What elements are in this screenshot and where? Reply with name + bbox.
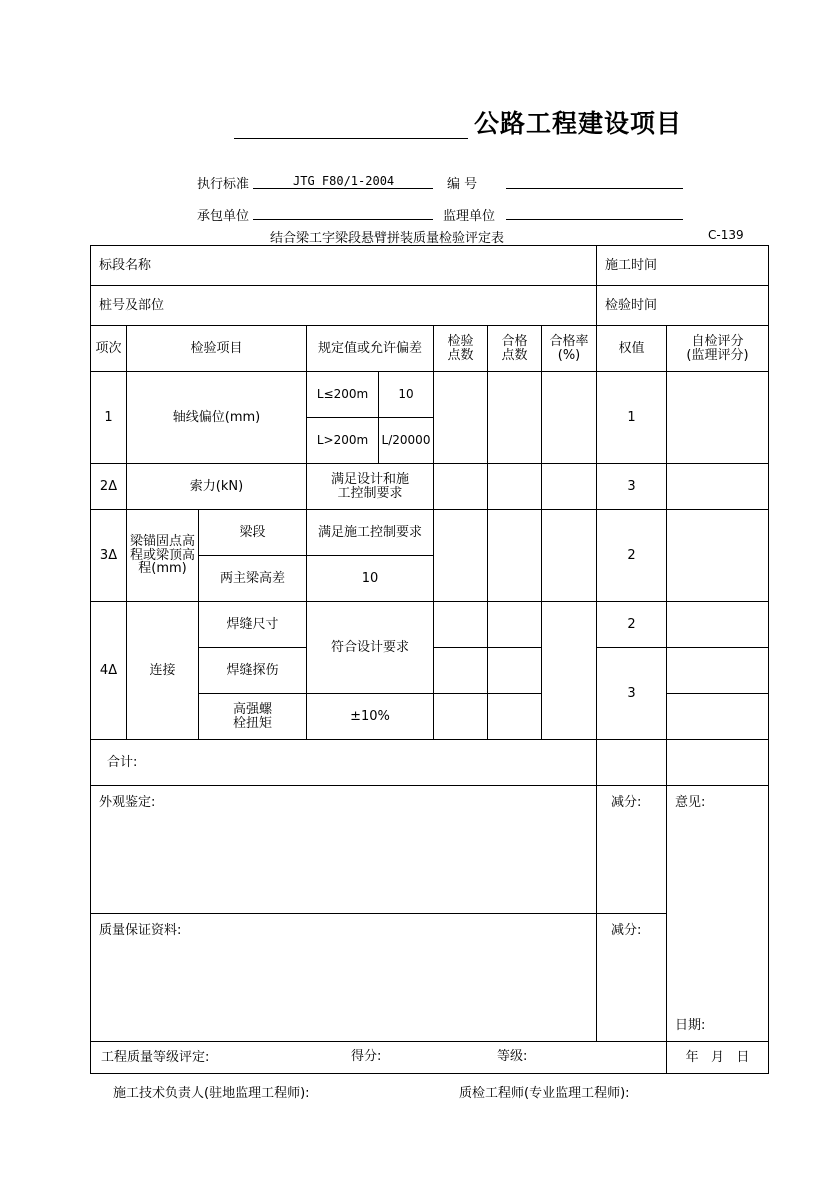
- row4-rate[interactable]: [542, 602, 597, 740]
- table-row: [91, 464, 769, 510]
- row1-score[interactable]: [667, 372, 769, 464]
- row4a-score[interactable]: [667, 602, 769, 648]
- col-checked-points-2: 点数: [447, 347, 474, 363]
- row2-spec-2: 工控制要求: [337, 485, 403, 501]
- section-row: [91, 246, 769, 286]
- col-pass-rate-1: 合格率: [549, 333, 589, 349]
- row3-item: [127, 510, 199, 602]
- row4b-passed[interactable]: [488, 648, 542, 694]
- row2-item: 索力(kN): [127, 464, 307, 510]
- contractor-label: 承包单位: [197, 209, 250, 224]
- grade-label: 工程质量等级评定:: [101, 1049, 210, 1065]
- form-code: C-139: [708, 228, 744, 242]
- contractor-field[interactable]: [253, 219, 433, 220]
- row4bc-weight: 3: [597, 648, 667, 740]
- number-label: 编 号: [447, 177, 478, 192]
- title-blank-line: [234, 138, 468, 139]
- row1-item: 轴线偏位(mm): [127, 372, 307, 464]
- row3-weight: 2: [597, 510, 667, 602]
- col-passed-points-2: 点数: [501, 347, 528, 363]
- quality-docs-deduct-label: 减分:: [611, 923, 642, 938]
- supervisor-field[interactable]: [506, 219, 683, 220]
- row4-sub-c-1: 高强螺: [232, 701, 272, 717]
- construction-time-label: 施工时间: [605, 257, 658, 273]
- row2-checked[interactable]: [434, 464, 488, 510]
- col-self-score-1: 自检评分: [691, 333, 744, 349]
- total-cell[interactable]: [91, 740, 597, 786]
- row1-cond-a: L≤200m: [307, 372, 379, 418]
- row3-key-mark: Δ: [108, 547, 118, 563]
- row1-cond-b: L>200m: [307, 418, 379, 464]
- row1-checked[interactable]: [434, 372, 488, 464]
- row4c-score[interactable]: [667, 694, 769, 740]
- quality-docs-label: 质量保证资料:: [99, 923, 182, 938]
- total-label: 合计:: [107, 754, 138, 770]
- row2-key-mark: Δ: [108, 478, 118, 494]
- row4-spec-c: ±10%: [307, 694, 434, 740]
- table-row: [91, 510, 769, 556]
- row2-no: [91, 464, 127, 510]
- row3-checked[interactable]: [434, 510, 488, 602]
- col-item-no: 项次: [91, 326, 127, 372]
- col-item: 检验项目: [127, 326, 307, 372]
- quality-docs-deduct-cell[interactable]: [597, 914, 667, 1042]
- row4-key-mark: Δ: [108, 662, 118, 678]
- row3-no: [91, 510, 127, 602]
- station-cell[interactable]: [91, 286, 597, 326]
- row3-passed[interactable]: [488, 510, 542, 602]
- row3-item-1: 梁锚固点高: [129, 534, 195, 550]
- quality-docs-cell[interactable]: [91, 914, 597, 1042]
- row4a-weight: 2: [597, 602, 667, 648]
- quality-signature-label: 质检工程师(专业监理工程师):: [459, 1086, 630, 1101]
- col-pass-rate: [542, 326, 597, 372]
- table-row: [91, 602, 769, 648]
- row4-spec-ab: 符合设计要求: [307, 602, 434, 694]
- supervisor-label: 监理单位: [443, 209, 496, 224]
- section-name-cell[interactable]: [91, 246, 597, 286]
- row4-no: [91, 602, 127, 740]
- row1-passed[interactable]: [488, 372, 542, 464]
- total-weight[interactable]: [597, 740, 667, 786]
- section-name-label: 标段名称: [99, 257, 152, 273]
- grade-date: 年 月 日: [685, 1049, 750, 1065]
- row4-no-number: 4: [99, 662, 109, 678]
- score-label: 得分:: [351, 1049, 382, 1064]
- form-title: 结合梁工字梁段悬臂拼装质量检验评定表: [270, 231, 505, 246]
- row4-sub-b: 焊缝探伤: [199, 648, 307, 694]
- row4-item: 连接: [127, 602, 199, 740]
- column-header-row: [91, 326, 769, 372]
- opinion-cell[interactable]: [667, 786, 769, 1042]
- col-weight: 权值: [597, 326, 667, 372]
- grade-date-cell[interactable]: [667, 1042, 769, 1074]
- page-title: 公路工程建设项目: [474, 109, 683, 138]
- inspection-time-cell[interactable]: [597, 286, 769, 326]
- appearance-label: 外观鉴定:: [99, 795, 156, 810]
- opinion-label: 意见:: [675, 795, 706, 810]
- appearance-deduct-label: 减分:: [611, 795, 642, 810]
- row3-item-3: 程(mm): [138, 561, 187, 577]
- row4c-checked[interactable]: [434, 694, 488, 740]
- row3-rate[interactable]: [542, 510, 597, 602]
- row1-rate[interactable]: [542, 372, 597, 464]
- row1-no: 1: [91, 372, 127, 464]
- row4-sub-c-2: 栓扭矩: [232, 715, 272, 731]
- row3-sub-a: 梁段: [199, 510, 307, 556]
- grade-cell[interactable]: [91, 1042, 667, 1074]
- grade-row: [91, 1042, 769, 1074]
- construction-signature-label: 施工技术负责人(驻地监理工程师):: [113, 1086, 310, 1101]
- row4-sub-a: 焊缝尺寸: [199, 602, 307, 648]
- col-spec: 规定值或允许偏差: [307, 326, 434, 372]
- row1-val-a: 10: [379, 372, 434, 418]
- station-label: 桩号及部位: [99, 297, 165, 313]
- col-pass-rate-2: (%): [557, 347, 581, 363]
- row2-weight: 3: [597, 464, 667, 510]
- row2-spec: [307, 464, 434, 510]
- standard-label: 执行标准: [197, 177, 250, 192]
- col-passed-points-1: 合格: [501, 333, 528, 349]
- row4c-passed[interactable]: [488, 694, 542, 740]
- col-checked-points-1: 检验: [447, 333, 474, 349]
- col-passed-points: [488, 326, 542, 372]
- level-label: 等级:: [497, 1049, 528, 1064]
- row2-spec-1: 满足设计和施: [330, 471, 409, 487]
- table-row: [91, 372, 769, 418]
- row3-score[interactable]: [667, 510, 769, 602]
- inspection-table: [90, 245, 769, 1074]
- number-field[interactable]: [506, 188, 683, 189]
- appearance-deduct-cell[interactable]: [597, 786, 667, 914]
- date-label: 日期:: [675, 1018, 706, 1034]
- construction-time-cell[interactable]: [597, 246, 769, 286]
- row4-sub-c: [199, 694, 307, 740]
- total-score[interactable]: [667, 740, 769, 786]
- row2-passed[interactable]: [488, 464, 542, 510]
- row3-item-2: 程或梁顶高: [129, 547, 195, 563]
- row2-score[interactable]: [667, 464, 769, 510]
- appearance-cell[interactable]: [91, 786, 597, 914]
- row4a-checked[interactable]: [434, 602, 488, 648]
- row3-spec-b: 10: [307, 556, 434, 602]
- row1-weight: 1: [597, 372, 667, 464]
- row3-no-number: 3: [99, 547, 109, 563]
- standard-underline: [253, 188, 433, 189]
- row4b-checked[interactable]: [434, 648, 488, 694]
- row4a-passed[interactable]: [488, 602, 542, 648]
- appearance-row: [91, 786, 769, 914]
- row2-rate[interactable]: [542, 464, 597, 510]
- row4b-score[interactable]: [667, 648, 769, 694]
- total-row: [91, 740, 769, 786]
- station-row: [91, 286, 769, 326]
- standard-value[interactable]: JTG F80/1-2004: [293, 174, 395, 188]
- row3-spec-a: 满足施工控制要求: [307, 510, 434, 556]
- row2-no-number: 2: [99, 478, 109, 494]
- col-self-score: [667, 326, 769, 372]
- row3-sub-b: 两主梁高差: [199, 556, 307, 602]
- row1-val-b: L/20000: [379, 418, 434, 464]
- col-self-score-2: (监理评分): [686, 347, 749, 363]
- inspection-time-label: 检验时间: [605, 297, 658, 313]
- col-checked-points: [434, 326, 488, 372]
